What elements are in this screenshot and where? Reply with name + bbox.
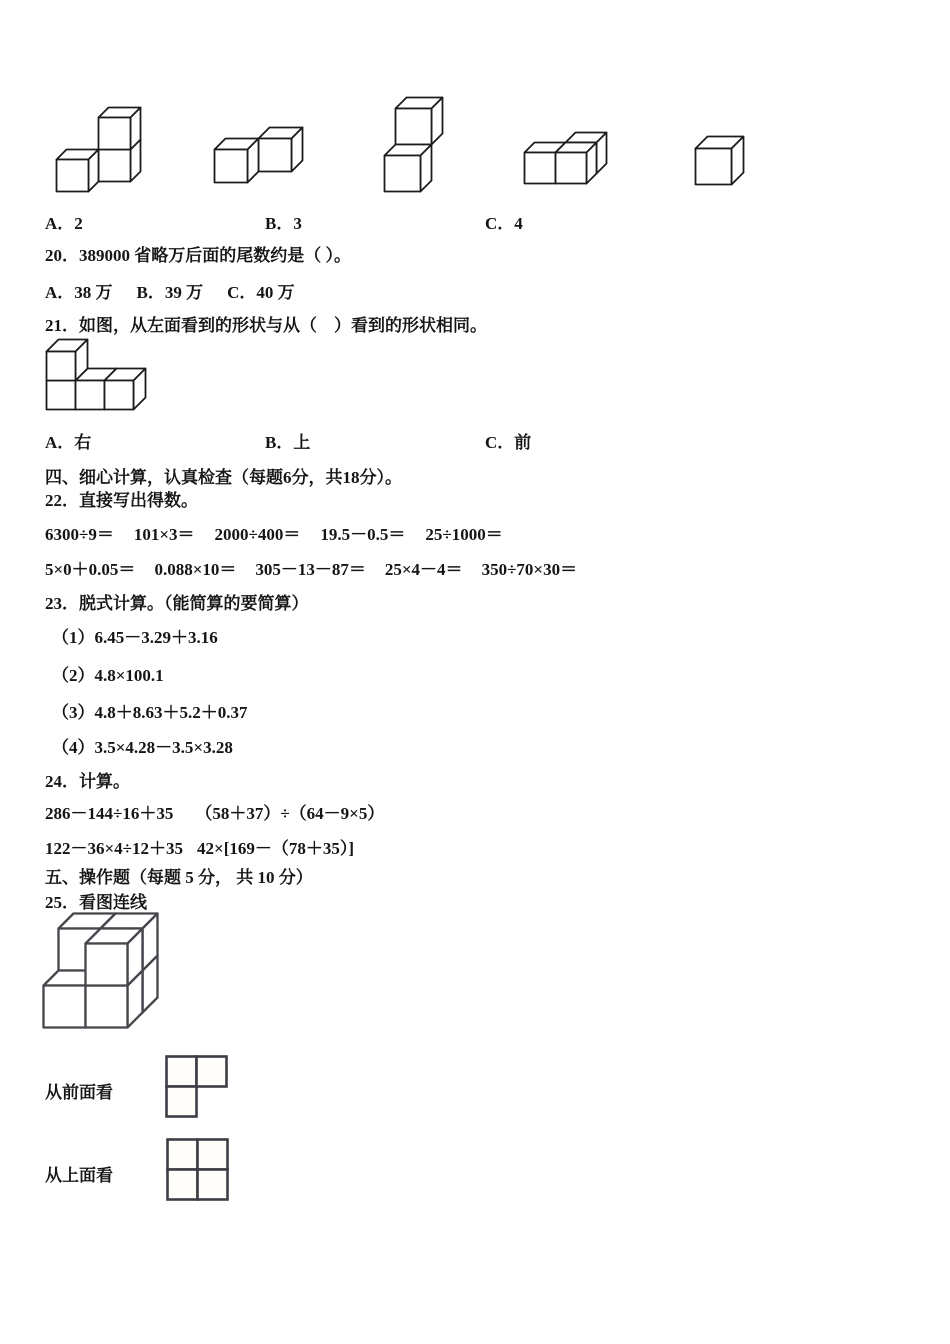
option-a: A．右 [45, 433, 92, 452]
question-23-item-4: （4）3.5×4.28－3.5×3.28 [52, 738, 233, 757]
question-23-item-1: （1）6.45－3.29＋3.16 [52, 628, 218, 647]
expression: 122－36×4÷12＋35 [45, 839, 184, 858]
option-b: B．上 [265, 433, 311, 452]
question-21-text: 21．如图，从左面看到的形状与从（ ）看到的形状相同。 [45, 316, 487, 335]
question-22-title: 22．直接写出得数。 [45, 491, 198, 510]
option-b: B．3 [265, 214, 302, 233]
expression: 42×[169－（78＋35）] [197, 839, 355, 858]
option-c: C．40 万 [227, 283, 295, 302]
expression: 101×3＝ [133, 525, 195, 544]
section-4-header: 四、细心计算，认真检查（每题6分，共18分）。 [45, 468, 402, 487]
option-c: C．4 [485, 214, 523, 233]
option-b: B．39 万 [136, 283, 204, 302]
option-c: C．前 [485, 433, 532, 452]
expression: 2000÷400＝ [214, 525, 301, 544]
expression: 25÷1000＝ [425, 525, 503, 544]
front-view-label: 从前面看 [45, 1083, 113, 1102]
question-24-row1 [45, 802, 384, 825]
section-5-header: 五、操作题（每题 5 分， 共 10 分） [45, 868, 313, 887]
cube-figure-l-shape-4 [45, 338, 147, 411]
question-19-options [0, 212, 950, 236]
expression: 25×4－4＝ [384, 560, 463, 579]
question-24-title: 24．计算。 [45, 772, 130, 791]
question-22-row2 [45, 558, 577, 581]
cube-figure-single [694, 135, 745, 186]
cube-figure-2-stacked [383, 96, 444, 193]
expression: 350÷70×30＝ [481, 560, 578, 579]
question-24-row2 [45, 837, 354, 860]
option-a: A．38 万 [45, 283, 113, 302]
question-23-item-2: （2）4.8×100.1 [52, 666, 164, 685]
question-20-text: 20．389000 省略万后面的尾数约是（ ）。 [45, 246, 351, 265]
expression: 305－13－87＝ [255, 560, 366, 579]
cube-figure-step-solid [42, 912, 159, 1029]
expression: 6300÷9＝ [45, 525, 114, 544]
top-view-shape [166, 1138, 229, 1201]
question-23-item-3: （3）4.8＋8.63＋5.2＋0.37 [52, 703, 248, 722]
cube-figure-3-row [523, 131, 608, 185]
option-a: A．2 [45, 214, 83, 233]
cube-figure-2-offset [213, 126, 304, 184]
question-20-options [45, 281, 295, 304]
cube-figure-l-shape-3 [55, 106, 142, 193]
front-view-shape [165, 1055, 228, 1118]
top-view-label: 从上面看 [45, 1166, 113, 1185]
question-21-options [0, 431, 950, 455]
expression: 5×0＋0.05＝ [45, 560, 136, 579]
expression: 0.088×10＝ [154, 560, 237, 579]
question-25-title: 25．看图连线 [45, 893, 147, 912]
expression: （58＋37）÷（64－9×5） [195, 804, 385, 823]
expression: 19.5－0.5＝ [320, 525, 406, 544]
question-23-title: 23．脱式计算。（能简算的要简算） [45, 594, 309, 613]
expression: 286－144÷16＋35 [45, 804, 174, 823]
question-22-row1 [45, 523, 503, 546]
